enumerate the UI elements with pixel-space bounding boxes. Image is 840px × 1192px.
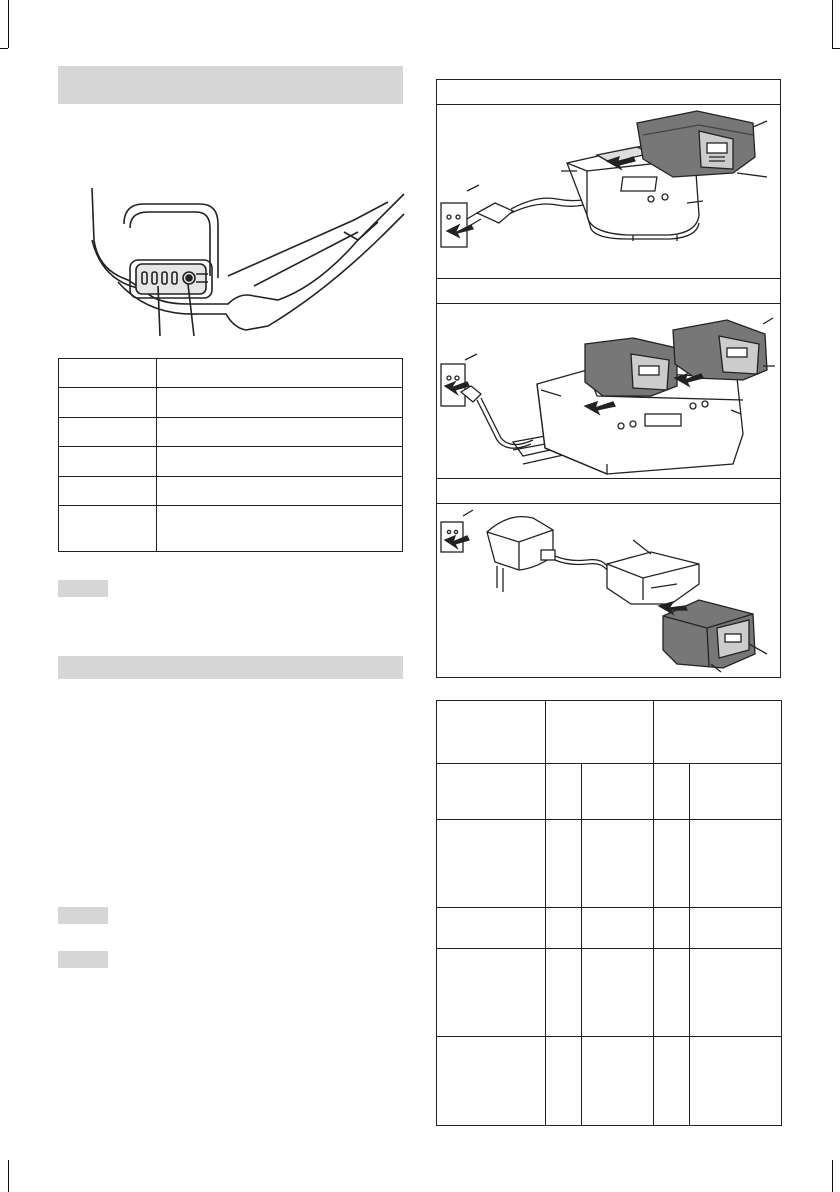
figure-panel-title-3: [440, 482, 775, 500]
note-label-1: [58, 580, 108, 597]
table-cell: [157, 447, 403, 477]
note-text-2: [116, 907, 403, 927]
note-label-3: [58, 951, 108, 968]
table-row: [59, 359, 403, 388]
table-cell: [157, 506, 403, 552]
crop-mark-top-right-h: [832, 48, 840, 49]
figure-panel-title-2: [440, 282, 775, 300]
crop-mark-bottom-left: [8, 1160, 9, 1192]
adapter-charger-illustration: [437, 504, 780, 677]
table-header-cell: [549, 704, 649, 759]
note-text-1: [116, 580, 403, 620]
note-text-3: [116, 951, 403, 971]
table-row: [59, 506, 403, 552]
table-header-cell: [440, 704, 540, 759]
table-cell: [59, 447, 157, 477]
spec-table: [58, 358, 403, 552]
table-cell: [157, 388, 403, 418]
note-label-2: [58, 907, 108, 924]
table-divider-v: [581, 763, 582, 1126]
single-bay-charger-illustration: [437, 105, 780, 277]
table-divider-h: [436, 819, 782, 820]
table-row: [59, 418, 403, 447]
table-cell: [157, 418, 403, 447]
table-cell: [59, 388, 157, 418]
table-cell: [59, 418, 157, 447]
crop-mark-top-right: [832, 0, 833, 48]
crop-mark-top-left-h: [0, 48, 8, 49]
table-divider-h: [436, 1036, 782, 1037]
crop-mark-bottom-right: [832, 1160, 833, 1192]
table-cell: [59, 506, 157, 552]
table-cell: [59, 359, 157, 388]
table-divider-v: [689, 763, 690, 1126]
figure-panel-title-1: [440, 84, 775, 102]
table-row: [59, 388, 403, 418]
table-cell: [157, 477, 403, 506]
table-cell: [59, 477, 157, 506]
crop-mark-top-left: [8, 0, 9, 48]
figure-divider: [436, 478, 781, 479]
figure-divider: [436, 278, 781, 279]
battery-connector-illustration: [58, 180, 408, 340]
dual-bay-charger-illustration: [437, 304, 780, 477]
table-divider-h: [436, 948, 782, 949]
table-divider-h: [436, 907, 782, 908]
table-row: [59, 447, 403, 477]
table-header-cell: [657, 704, 777, 759]
section-header-bar-1: [58, 66, 403, 104]
table-divider-h: [436, 763, 782, 764]
table-cell: [157, 359, 403, 388]
section-header-bar-2: [58, 656, 403, 679]
table-row: [59, 477, 403, 506]
